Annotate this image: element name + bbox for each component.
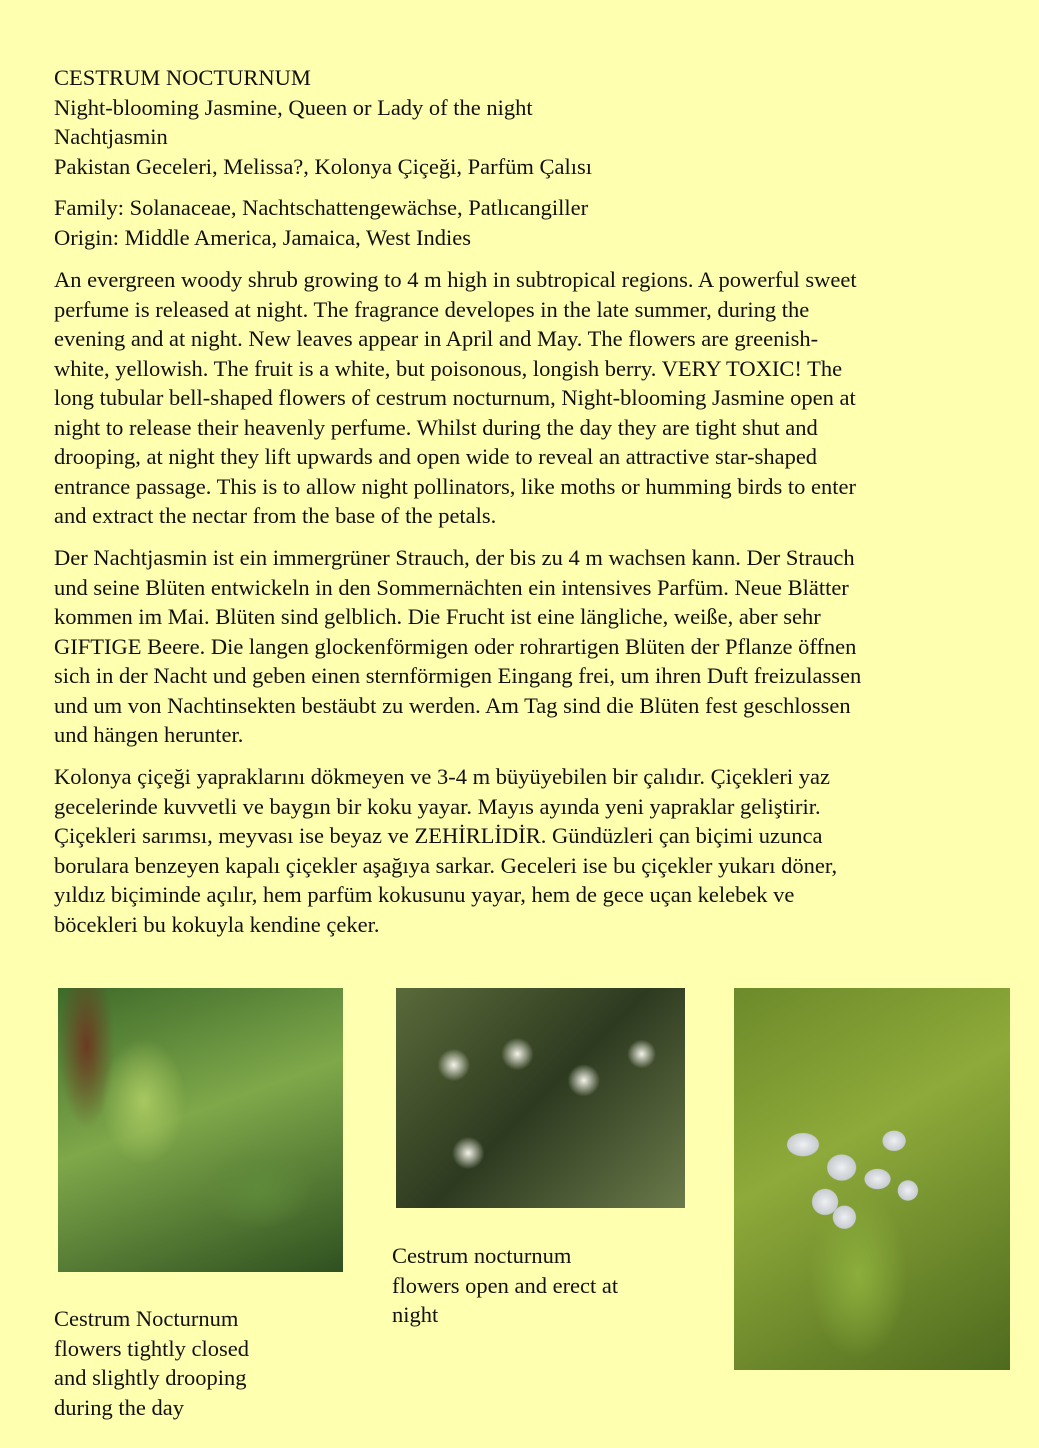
photo-flowers-night [396, 988, 685, 1208]
paragraph-english [54, 265, 1014, 531]
header-block [54, 63, 1014, 181]
family-line: Family: Solanaceae, Nachtschattengewächse, Patlıcangiller [54, 195, 589, 220]
paragraph-line: entrance passage. This is to allow night pollinators, like moths or humming birds to enter [54, 473, 856, 499]
paragraph-line: gecelerinde kuvvetli ve baygın bir koku yayar. Mayıs ayında yeni yapraklar geliştirir. [54, 793, 821, 819]
caption-line: flowers open and erect at [392, 1272, 619, 1298]
paragraph-line: und hängen herunter. [54, 722, 244, 747]
common-name-turkish: Pakistan Geceleri, Melissa?, Kolonya Çiçeği, Parfüm Çalısı [54, 153, 593, 179]
paragraph-line: kommen im Mai. Blüten sind gelblich. Die Frucht ist eine längliche, weiße, aber sehr [54, 604, 821, 629]
paragraph-line: borulara benzeyen kapalı çiçekler aşağıya sarkar. Geceleri ise bu çiçekler yukarı döner, [54, 852, 838, 878]
paragraph-line: and extract the nectar from the base of the petals. [54, 503, 497, 528]
caption-line: night [392, 1302, 439, 1327]
paragraph-line: böcekleri bu kokuyla kendine çeker. [54, 911, 380, 937]
paragraph-line: drooping, at night they lift upwards and open wide to reveal an attractive star-shaped [54, 444, 818, 469]
paragraph-line: long tubular bell-shaped flowers of cestrum nocturnum, Night-blooming Jasmine open at [54, 385, 856, 410]
paragraph-line: Der Nachtjasmin ist ein immergrüner Strauch, der bis zu 4 m wachsen kann. Der Strauch [54, 545, 855, 570]
paragraph-line: Çiçekleri sarımsı, meyvası ise beyaz ve ZEHİRLİDİR. Gündüzleri çan biçimi uzunca [54, 823, 823, 848]
photo-flowers-day [58, 988, 343, 1272]
paragraph-line: white, yellowish. The fruit is a white, but poisonous, longish berry. VERY TOXIC! The [54, 355, 843, 381]
paragraph-german [54, 543, 1014, 750]
paragraph-line: GIFTIGE Beere. Die langen glockenförmigen oder rohrartigen Blüten der Pflanze öffnen [54, 633, 857, 659]
caption-line: flowers tightly closed [54, 1335, 249, 1361]
paragraph-line: und um von Nachtinsekten bestäubt zu werden. Am Tag sind die Blüten fest geschlossen [54, 692, 851, 718]
paragraph-turkish [54, 762, 1014, 939]
paragraph-line: night to release their heavenly perfume. Whilst during the day they are tight shut and [54, 414, 818, 440]
paragraph-line: sich in der Nacht und geben einen sternförmigen Eingang frei, um ihren Duft freizulassen [54, 663, 862, 688]
caption-night [392, 1241, 618, 1330]
caption-line: and slightly drooping [54, 1365, 247, 1390]
common-name-english: Night-blooming Jasmine, Queen or Lady of the night [54, 94, 533, 120]
page-title: CESTRUM NOCTURNUM [54, 65, 311, 90]
photo-berries [734, 988, 1010, 1370]
origin-line: Origin: Middle America, Jamaica, West Indies [54, 224, 472, 250]
paragraph-line: perfume is released at night. The fragrance developes in the late summer, during the [54, 296, 810, 322]
common-name-german: Nachtjasmin [54, 124, 168, 149]
paragraph-line: Kolonya çiçeği yapraklarını dökmeyen ve 3-4 m büyüyebilen bir çalıdır. Çiçekleri yaz [54, 764, 830, 789]
taxonomy-block [54, 193, 1014, 252]
caption-line: Cestrum nocturnum [392, 1243, 572, 1268]
caption-line: during the day [54, 1394, 184, 1420]
paragraph-line: evening and at night. New leaves appear in April and May. The flowers are greenish- [54, 326, 819, 351]
paragraph-line: und seine Blüten entwickeln in den Sommernächten ein intensives Parfüm. Neue Blätter [54, 574, 849, 600]
paragraph-line: yıldız biçiminde açılır, hem parfüm kokusunu yayar, hem de gece uçan kelebek ve [54, 882, 795, 907]
caption-line: Cestrum Nocturnum [54, 1306, 239, 1331]
caption-day [54, 1304, 249, 1422]
paragraph-line: An evergreen woody shrub growing to 4 m high in subtropical regions. A powerful sweet [54, 267, 857, 292]
